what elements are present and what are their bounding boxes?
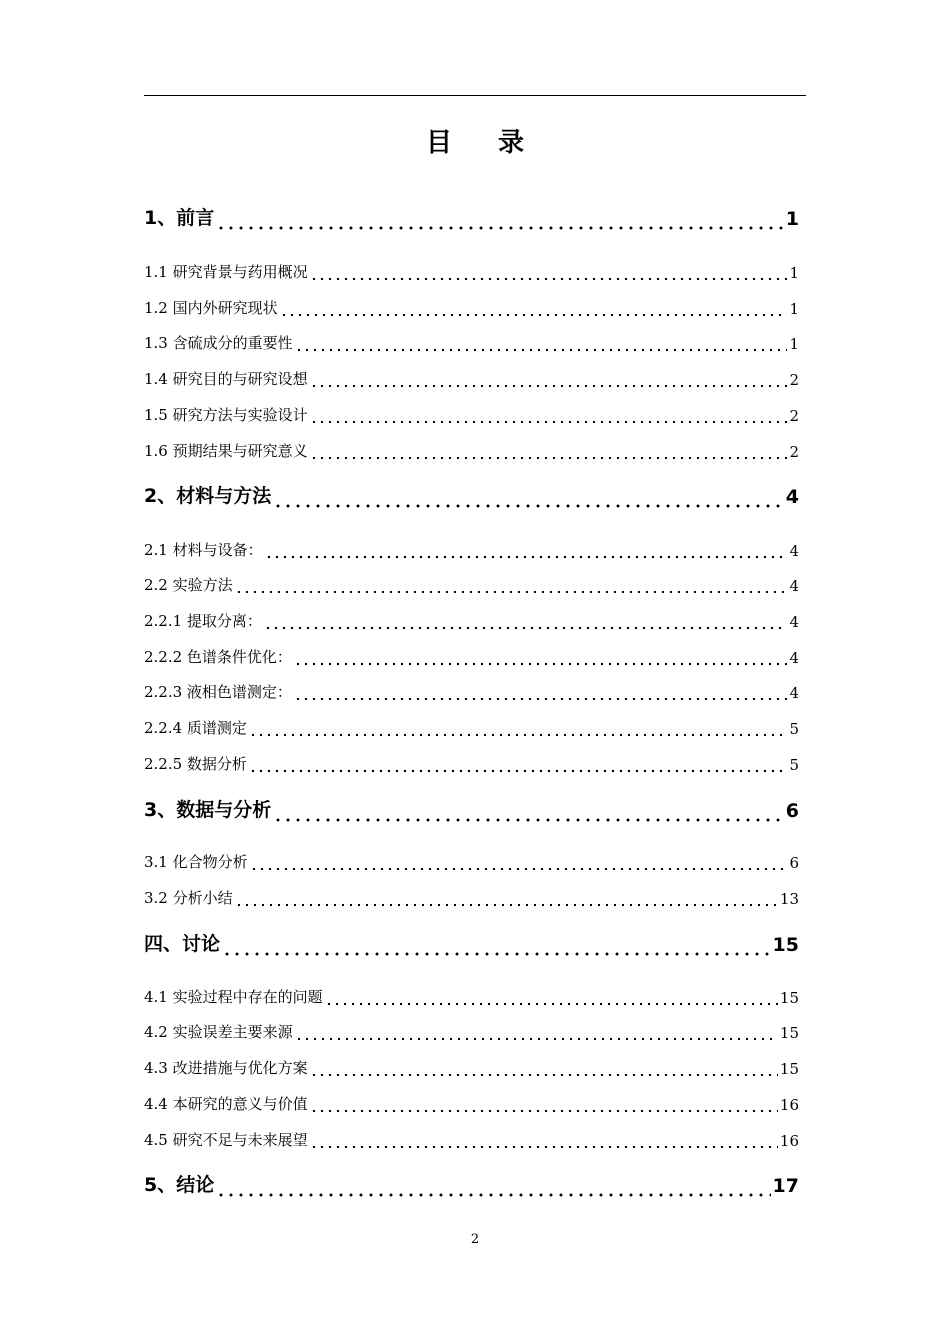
toc-leader-dots [216, 210, 784, 230]
toc-entry-label: 2.2 实验方法 [144, 576, 233, 594]
toc-entry-page: 16 [779, 1096, 799, 1114]
toc-leader-dots [249, 718, 788, 738]
toc-leader-dots [310, 1130, 778, 1150]
toc-leader-dots [273, 802, 784, 822]
toc-entry-level-3[interactable] [144, 637, 799, 667]
toc-entry-label: 1.2 国内外研究现状 [144, 299, 278, 317]
toc-entry-level-3[interactable] [144, 672, 799, 702]
toc-entry-label: 1.3 含硫成分的重要性 [144, 334, 293, 352]
toc-entry-page: 4 [789, 649, 799, 667]
toc-entry-level-2[interactable] [144, 878, 799, 908]
toc-entry-page: 4 [789, 542, 799, 560]
toc-entry-label: 1.5 研究方法与实验设计 [144, 406, 308, 424]
toc-entry-level-2[interactable] [144, 288, 799, 318]
toc-entry-level-1[interactable] [144, 1167, 799, 1197]
toc-entry-page: 13 [779, 890, 799, 908]
toc-leader-dots [235, 888, 778, 908]
toc-entry-level-2[interactable] [144, 252, 799, 282]
toc-title-char: 目 [425, 128, 452, 158]
toc-entry-page: 15 [779, 1024, 799, 1042]
toc-entry-label: 1.4 研究目的与研究设想 [144, 370, 308, 388]
toc-entry-label: 4.3 改进措施与优化方案 [144, 1059, 308, 1077]
toc-entry-label: 2.2.1 提取分离： [144, 612, 262, 630]
toc-leader-dots [295, 333, 788, 353]
toc-entry-page: 5 [789, 756, 799, 774]
toc-entry-label: 2.2.4 质谱测定 [144, 719, 247, 737]
toc-entry-page: 2 [789, 407, 799, 425]
toc-entry-label: 2、材料与方法 [144, 481, 271, 508]
toc-entry-label: 2.2.3 液相色谱测定： [144, 683, 292, 701]
toc-entry-page: 1 [789, 335, 799, 353]
toc-entry-level-2[interactable] [144, 1120, 799, 1150]
toc-entry-label: 3、数据与分析 [144, 795, 271, 822]
toc-entry-page: 1 [789, 300, 799, 318]
toc-entry-label: 1.6 预期结果与研究意义 [144, 442, 308, 460]
toc-entry-page: 2 [789, 371, 799, 389]
toc-entry-page: 4 [785, 486, 799, 508]
toc-leader-dots [235, 575, 788, 595]
toc-entry-label: 4.4 本研究的意义与价值 [144, 1095, 308, 1113]
toc-entry-page: 17 [772, 1175, 799, 1197]
toc-leader-dots [295, 1022, 778, 1042]
toc-leader-dots [325, 987, 778, 1007]
toc-entry-page: 4 [789, 577, 799, 595]
toc-leader-dots [249, 754, 788, 774]
toc-entry-level-2[interactable] [144, 323, 799, 353]
toc-entry-page: 1 [785, 208, 799, 230]
toc-entry-page: 1 [789, 264, 799, 282]
toc-leader-dots [310, 405, 788, 425]
toc-entry-level-1[interactable] [144, 792, 799, 822]
toc-title-char: 录 [498, 128, 525, 158]
page-number: 2 [470, 1232, 480, 1247]
toc-entry-label: 4.5 研究不足与未来展望 [144, 1131, 308, 1149]
toc-leader-dots [310, 1058, 778, 1078]
toc-entry-page: 4 [789, 684, 799, 702]
toc-entry-label: 3.2 分析小结 [144, 889, 233, 907]
toc-leader-dots [280, 298, 788, 318]
toc-entry-page: 5 [789, 720, 799, 738]
toc-leader-dots [265, 540, 788, 560]
toc-entry-level-2[interactable] [144, 1012, 799, 1042]
toc-entry-level-2[interactable] [144, 1048, 799, 1078]
toc-leader-dots [310, 369, 788, 389]
toc-entry-page: 15 [772, 934, 799, 956]
toc-entry-page: 15 [779, 989, 799, 1007]
toc-entry-level-2[interactable] [144, 431, 799, 461]
toc-entry-label: 4.1 实验过程中存在的问题 [144, 988, 323, 1006]
toc-leader-dots [273, 488, 784, 508]
toc-leader-dots [310, 441, 788, 461]
toc-entry-label: 2.2.5 数据分析 [144, 755, 247, 773]
toc-leader-dots [310, 1094, 778, 1114]
toc-entry-level-1[interactable] [144, 200, 799, 230]
toc-entry-page: 6 [785, 800, 799, 822]
toc-entry-level-2[interactable] [144, 977, 799, 1007]
toc-entry-label: 2.2.2 色谱条件优化： [144, 648, 292, 666]
toc-entry-level-2[interactable] [144, 842, 799, 872]
toc-title [0, 122, 950, 159]
toc-leader-dots [294, 682, 788, 702]
toc-entry-label: 5、结论 [144, 1170, 214, 1197]
toc-entry-page: 4 [789, 613, 799, 631]
toc-entry-label: 四、讨论 [144, 929, 220, 956]
toc-leader-dots [264, 611, 788, 631]
toc-entry-level-3[interactable] [144, 744, 799, 774]
toc-leader-dots [222, 936, 771, 956]
toc-entry-level-2[interactable] [144, 565, 799, 595]
toc-leader-dots [294, 647, 788, 667]
toc-entry-label: 2.1 材料与设备： [144, 541, 263, 559]
toc-leader-dots [310, 262, 788, 282]
toc-entry-level-3[interactable] [144, 708, 799, 738]
toc-entry-page: 6 [789, 854, 799, 872]
toc-entry-label: 1.1 研究背景与药用概况 [144, 263, 308, 281]
toc-entry-level-1[interactable] [144, 926, 799, 956]
header-rule [144, 95, 806, 96]
toc-entry-level-1[interactable] [144, 478, 799, 508]
toc-entry-label: 3.1 化合物分析 [144, 853, 248, 871]
toc-entry-page: 15 [779, 1060, 799, 1078]
toc-entry-level-2[interactable] [144, 1084, 799, 1114]
toc-entry-label: 4.2 实验误差主要来源 [144, 1023, 293, 1041]
toc-entry-page: 2 [789, 443, 799, 461]
toc-entry-level-3[interactable] [144, 601, 799, 631]
toc-entry-level-2[interactable] [144, 395, 799, 425]
toc-leader-dots [216, 1177, 770, 1197]
toc-entry-level-2[interactable] [144, 359, 799, 389]
toc-entry-label: 1、前言 [144, 203, 214, 230]
toc-entry-page: 16 [779, 1132, 799, 1150]
toc-leader-dots [250, 852, 788, 872]
toc-entry-level-2[interactable] [144, 530, 799, 560]
